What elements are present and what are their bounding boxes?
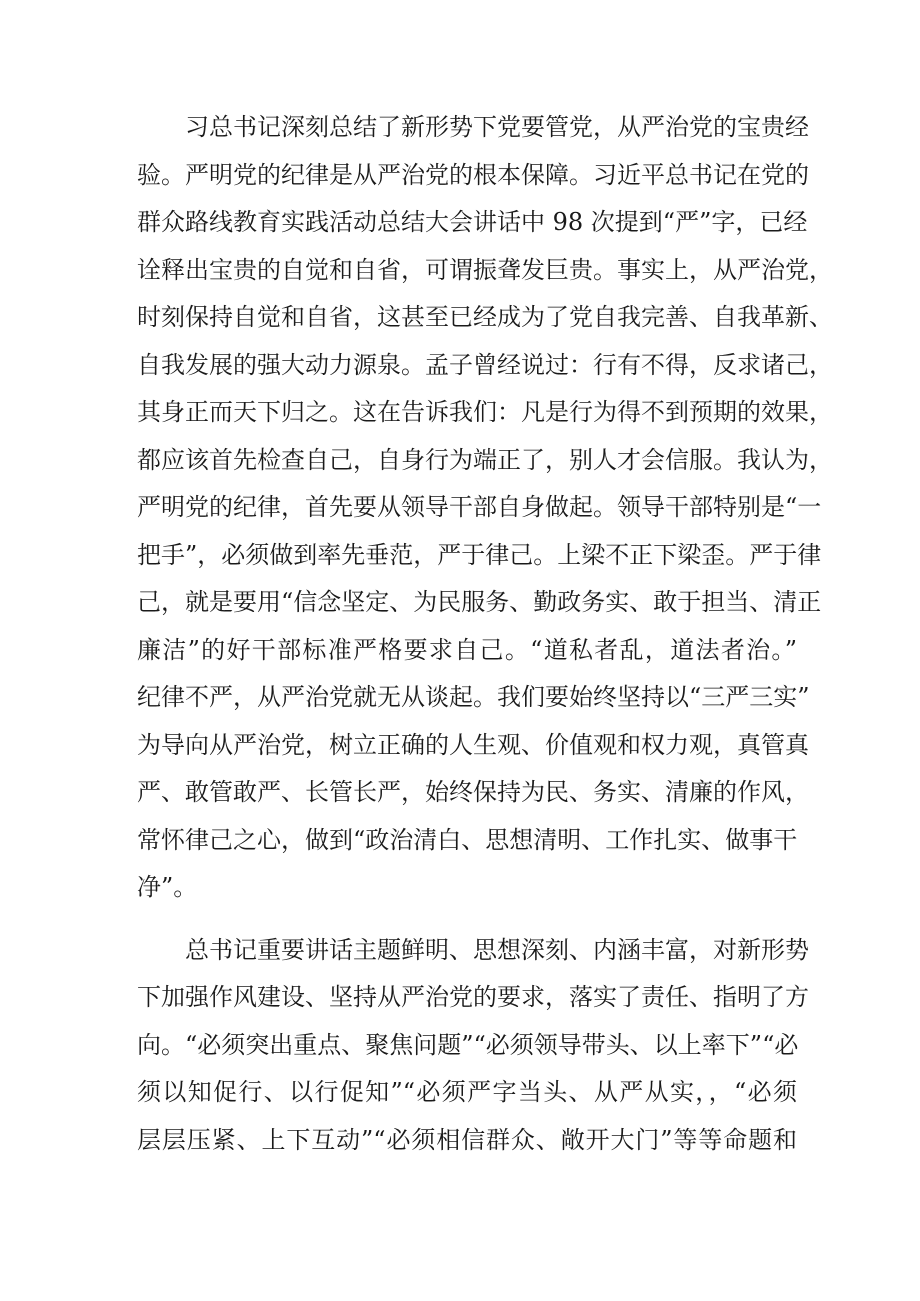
paragraph-line: 验。严明党的纪律是从严治党的根本保障。习近平总书记在党的 xyxy=(137,160,809,189)
paragraph-line: 须以知促行、以行促知”“必须严字当头、从严从实，，“必须 xyxy=(137,1078,797,1106)
paragraph-line: 其身正而天下归之。这在告诉我们：凡是行为得不到预期的效果， xyxy=(137,398,833,426)
paragraph-line: 层层压紧、上下互动”“必须相信群众、敞开大门”等等命题和 xyxy=(137,1125,797,1154)
paragraph-line: 下加强作风建设、坚持从严治党的要求，落实了责任、指明了方 xyxy=(137,983,809,1011)
paragraph-2 xyxy=(137,927,809,1165)
paragraph-line: 为导向从严治党，树立正确的人生观、价值观和权力观，真管真 xyxy=(137,730,809,759)
paragraph-line: 群众路线教育实践活动总结大会讲话中 98 次提到“严”字，已经 xyxy=(137,208,808,236)
paragraph-line: 总书记重要讲话主题鲜明、思想深刻、内涵丰富，对新形势 xyxy=(185,935,809,964)
paragraph-line: 自我发展的强大动力源泉。孟子曾经说过：行有不得，反求诸己， xyxy=(137,350,833,379)
paragraph-line: 净”。 xyxy=(137,873,198,901)
paragraph-line: 把手”，必须做到率先垂范，严于律己。上梁不正下梁歪。严于律 xyxy=(137,540,822,569)
paragraph-line: 常怀律己之心，做到“政治清白、思想清明、工作扎实、做事干 xyxy=(137,825,798,854)
paragraph-line: 严、敢管敢严、长管长严，始终保持为民、务实、清廉的作风， xyxy=(137,778,809,806)
paragraph-line: 严明党的纪律，首先要从领导干部自身做起。领导干部特别是“一 xyxy=(137,493,822,521)
body-text xyxy=(137,104,833,1164)
paragraph-line: 己，就是要用“信念坚定、为民服务、勤政务实、敢于担当、清正 xyxy=(137,588,822,616)
paragraph-line: 都应该首先检查自己，自身行为端正了，别人才会信服。我认为， xyxy=(137,445,833,474)
paragraph-line: 习总书记深刻总结了新形势下党要管党，从严治党的宝贵经 xyxy=(185,113,809,141)
paragraph-line: 廉洁”的好干部标准严格要求自己。“道私者乱，道法者治。” xyxy=(137,635,797,664)
paragraph-line: 纪律不严，从严治党就无从谈起。我们要始终坚持以“三严三实” xyxy=(137,683,810,711)
paragraph-1 xyxy=(137,104,833,912)
paragraph-line: 时刻保持自觉和自省，这甚至已经成为了党自我完善、自我革新、 xyxy=(137,303,833,331)
paragraph-line: 向。“必须突出重点、聚焦问题”“必须领导带头、以上率下”“必 xyxy=(137,1030,799,1059)
paragraph-spacer xyxy=(137,912,797,927)
paragraph-line: 诠释出宝贵的自觉和自省，可谓振聋发巨贵。事实上，从严治党， xyxy=(137,255,833,284)
